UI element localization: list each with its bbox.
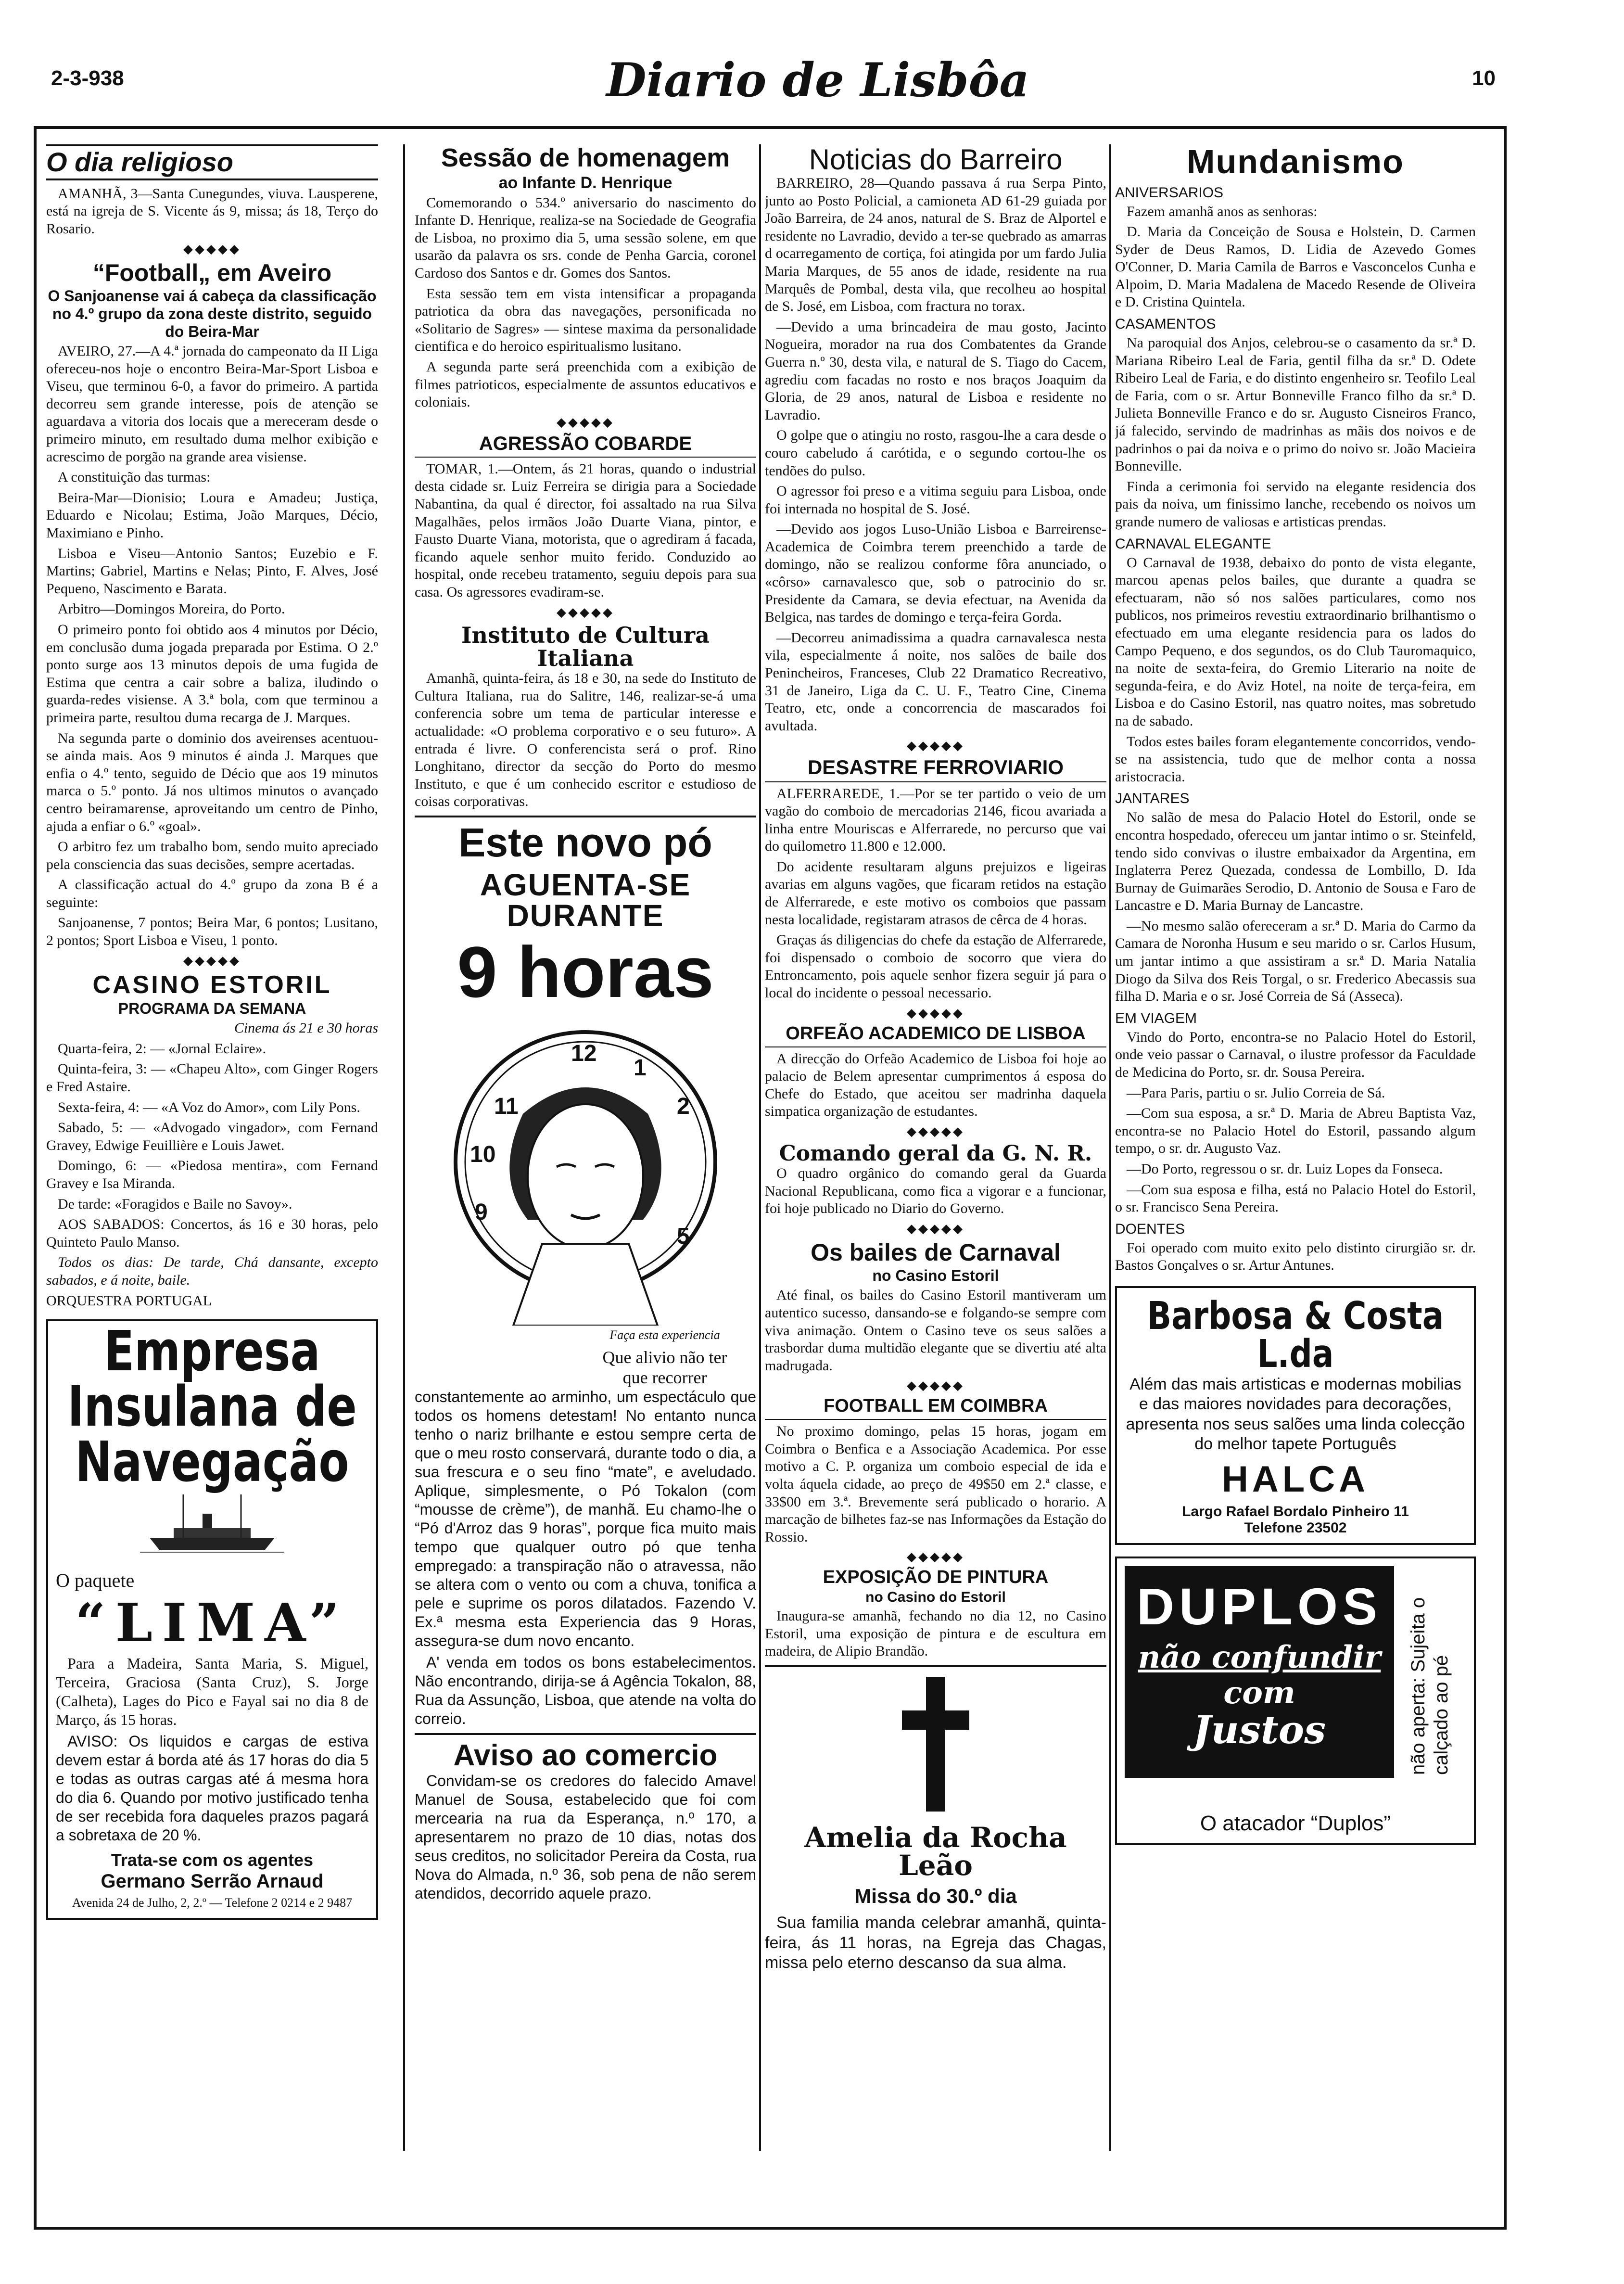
ad-address: Largo Rafael Bordalo Pinheiro 11: [1182, 1503, 1409, 1519]
article-headline: Instituto de Cultura Italiana: [461, 622, 710, 671]
article-text: O primeiro ponto foi obtido aos 4 minutos por Décio, em conclusão duma jogada preparada por Estima. O 2.º ponto surge aos 13 minutos depois de uma fugida de Estima que centra a cair sobre a baliza, iludindo o guarda-redes visiense. A 3.ª bola, com que terminou a primeira parte, resultou duma recarga de J. Marques.: [46, 621, 378, 726]
article-headline: Os bailes de Carnaval: [811, 1238, 1061, 1266]
ad-side-panel: [1407, 1568, 1469, 1775]
article-text: —Do Porto, regressou o sr. dr. Luiz Lopes da Fonseca.: [1127, 1161, 1443, 1177]
article-subheadline: no Casino Estoril: [872, 1267, 999, 1285]
ad-caption: Faça esta experiencia: [609, 1327, 720, 1342]
article-subheadline: PROGRAMA DA SEMANA: [118, 1000, 306, 1018]
agressao-article: [415, 434, 756, 601]
article-headline: CASINO ESTORIL: [92, 970, 332, 999]
mundanismo-section: [1115, 144, 1476, 1275]
article-headline: ORFEÃO ACADEMICO DE LISBOA: [786, 1023, 1086, 1044]
ad-phone: Telefone 23502: [1244, 1519, 1347, 1536]
ad-text: com: [1223, 1674, 1295, 1711]
ad-headline: Este novo pó: [458, 819, 712, 865]
column-2: [415, 144, 756, 2217]
article-text: Todos estes bailes foram elegantemente concorridos, vendo-se na assistencia, tudo que de melhor conta a nossa aristocracia.: [1115, 733, 1476, 785]
article-text: ORQUESTRA PORTUGAL: [46, 1292, 212, 1309]
article-text: No proximo domingo, pelas 15 horas, jogam em Coimbra o Benfica e a Associação Academica. Por esse motivo a C. P. organiza um comboio especial de ida e volta áquela cidade, ao preço de 49$50 em 2.ª classe, e 33$00 em 3.ª. Brevemente será publicado o horario. A marcação de bilhetes faz-se nas Informações da Estação do Rossio.: [765, 1423, 1106, 1545]
article-headline: Aviso ao comercio: [453, 1739, 718, 1773]
ad-headline: AGUENTA-SE DURANTE: [480, 867, 691, 933]
barbosa-costa-ad: [1115, 1286, 1476, 1545]
article-text: O agressor foi preso e a vitima seguiu para Lisboa, onde foi internada no hospital de S. José.: [765, 483, 1106, 517]
separator-ornament: ◆◆◆◆◆: [557, 605, 614, 619]
subsection-heading: JANTARES: [1115, 791, 1190, 807]
ad-footer: O atacador “Duplos”: [1200, 1811, 1391, 1835]
ad-headline: DUPLOS: [1136, 1577, 1383, 1635]
article-text: O Carnaval de 1938, debaixo do ponto de vista elegante, marcou apenas pelos bailes, que durante a quadra se efectuaram, não só nos salões particulares, como nos publicos, nos primeiros revestiu extraordinario brilhantismo o efectuado em uma elegante residencia para os lados do Campo Pequeno, e dos segundos, os do Club Tauromaquico, na noite de sexta-feira, do Gremio Literario na noite de segunda-feira, e do Aviz Hotel, na noite de terça-feira, em Lisboa e do Casino Estoril, nas quatro noites, mas sobretudo na de sabado.: [1115, 554, 1476, 729]
football-aveiro-article: [46, 260, 378, 950]
article-text: De tarde: «Foragidos e Baile no Savoy».: [58, 1196, 292, 1212]
subsection-heading: EM VIAGEM: [1115, 1010, 1197, 1026]
instituto-article: [415, 624, 756, 811]
desastre-article: [765, 757, 1106, 1002]
article-text: O arbitro fez um trabalho bom, sendo muito apreciado pela consciencia das suas decisões, sempre acertadas.: [46, 839, 378, 872]
sessao-homenagem-article: [415, 144, 756, 411]
article-text: —Com sua esposa e filha, está no Palacio Hotel do Estoril, o sr. Francisco Sena Pereira.: [1115, 1181, 1476, 1215]
article-text: Sexta-feira, 4: — «A Voz do Amor», com Lily Pons.: [58, 1099, 360, 1115]
column-rule: [759, 144, 761, 2151]
ship-illustration: [56, 1485, 368, 1559]
separator-ornament: ◆◆◆◆◆: [907, 1378, 964, 1393]
page-number: 10: [1472, 66, 1496, 90]
article-text: A direcção do Orfeão Academico de Lisboa foi hoje ao palacio de Belem apresentar cumprimentos á esposa do Chefe do Estado, que aceitou ser madrinha daquela simpatica organização de estudantes.: [765, 1050, 1106, 1120]
article-text: O golpe que o atingiu no rosto, rasgou-lhe a cara desde o couro cabeludo á carótida, e o segundo cortou-lhe os tendões do pulso.: [765, 427, 1106, 479]
rule: [765, 781, 1106, 782]
separator-ornament: ◆◆◆◆◆: [183, 242, 241, 256]
aviso-comercio-article: [415, 1740, 756, 1902]
empresa-insulana-ad: [46, 1319, 378, 1920]
article-text: Comemorando o 534.º aniversario do nascimento do Infante D. Henrique, realiza-se na Sociedade de Geografia de Lisboa, no proximo dia 5, uma sessão solene, em que usarão da palavra os srs. conde de Penha Garcia, coronel Cardoso dos Santos e dr. Gomes dos Santos.: [415, 194, 756, 281]
ad-headline: 9 horas: [457, 931, 714, 1012]
ad-caption-block: [415, 1328, 756, 1388]
religioso-article: [46, 144, 378, 238]
article-text: Na paroquial dos Anjos, celebrou-se o casamento da sr.ª D. Mariana Ribeiro Leal de Faria, gentil filha da sr.ª D. Odete Ribeiro Leal de Faria, e do distinto engenheiro sr. Teofilo Leal de Faria, com o sr. Artur Bonneville Franco filho da sr.ª D. Julieta Bonneville Franco e do sr. Augusto Cisneiros Franco, já falecido, servindo de madrinhas as mãis dos noivos e de padrinhos o pai da noiva e o primo do noivo sr. João Macieira Bonneville.: [1115, 335, 1476, 474]
article-text: Graças ás diligencias do chefe da estação de Alferrarede, foi dispensado o comboio de socorro que viera do Entroncamento, pois aquele senhor fizera seguir já para o local do incidente o pessoal necessario.: [765, 932, 1106, 1001]
article-text: —Devido aos jogos Luso-União Lisboa e Barreirense-Academica de Coimbra terem preenchido a tarde de domingo, não se realizou conforme fôra anunciado, o «côrso» carnavalesco que, sob o patrocinio do sr. Presidente da Camara, se devia efectuar, na Avenida da Belgica, nas tardes de domingo e terça-feira Gorda.: [765, 521, 1106, 625]
football-coimbra-article: [765, 1397, 1106, 1546]
ship-name: “LIMA”: [75, 1592, 349, 1654]
article-headline: Comando geral da G. N. R.: [779, 1141, 1092, 1166]
svg-text:11: 11: [494, 1093, 519, 1119]
article-text: Amanhã, quinta-feira, ás 18 e 30, na sede do Instituto de Cultura Italiana, rua do Salitre, 146, realizar-se-á uma conferencia sobre um tema de particular interesse e actualidade: «O problema corporativo e o seu futuro». A entrada é livre. O conferencista será o prof. Rino Longhitano, director da secção do Porto do mesmo Instituto, e que é um conhecido escritor e estudioso de coisas corporativas.: [415, 670, 756, 810]
separator-ornament: ◆◆◆◆◆: [907, 739, 964, 753]
ad-text: constantemente ao arminho, um espectáculo que todos os homens detestam! No entanto nunca tenho o nariz brilhante e estou sempre certa de que o meu rosto conservará, durante todo o dia, a sua frescura e o seu fino “mate”, e aveludado. Aplique, simplesmente, o Pó Tokalon (com “mousse de crème”), de manhã. Eu chamo-lhe o “Pó d'Arroz das 9 horas”, porque fica muito mais tempo que qualquer outro pó que tenha empregado: a transpiração não o atravessa, não se altera com o vento ou com a chuva, tonifica a pele e suprime os poros dilatados. Fazendo V. Ex.ª mesma esta Experiencia das 9 Horas, assegura-se dum novo encanto.: [415, 1388, 756, 1650]
article-text: Até final, os bailes do Casino Estoril mantiveram um autentico sucesso, dansando-se e folgando-se sempre com viva animação. Ontem o Casino teve os seus salões a trasbordar duma multidão elegante que se divertiu até alta madrugada.: [765, 1287, 1106, 1374]
rule: [765, 1419, 1106, 1420]
article-headline: “Football„ em Aveiro: [92, 259, 332, 286]
ad-text: O paquete: [56, 1569, 135, 1592]
article-headline: AGRESSÃO COBARDE: [479, 433, 692, 454]
article-text: No salão de mesa do Palacio Hotel do Estoril, onde se encontra hospedado, ofereceu um jantar intimo o sr. Steinfeld, tendo sido convivas o ilustre embaixador da Argentina, em Inglaterra Perez Quezada, condessa de Lombillo, D. Ida Burnay de Guimarães Serodio, D. Antonio de Sousa e Faro de Lancastre e D. Maria Burnay de Lancastre.: [1115, 809, 1476, 914]
article-text: Domingo, 6: — «Piedosa mentira», com Fernand Gravey e Isa Miranda.: [46, 1158, 378, 1192]
article-subheadline: no Casino do Estoril: [865, 1589, 1006, 1606]
obituary-notice: [765, 1677, 1106, 1973]
subsection-heading: CASAMENTOS: [1115, 316, 1216, 332]
issue-date: 2-3-938: [51, 66, 124, 90]
exposicao-article: [765, 1568, 1106, 1660]
article-text: —Com sua esposa, a sr.ª D. Maria de Abreu Baptista Vaz, encontra-se no Palacio Hotel do Estoril, passando algum tempo, o sr. dr. Augusto Vaz.: [1115, 1105, 1476, 1157]
duplos-ad: [1115, 1557, 1476, 1845]
article-subheadline: ao Infante D. Henrique: [498, 173, 672, 192]
column-3: [765, 144, 1106, 2217]
article-text: —Para Paris, partiu o sr. Julio Correia de Sá.: [1127, 1085, 1385, 1101]
article-text: Quarta-feira, 2: — «Jornal Eclaire».: [58, 1040, 266, 1057]
ad-side-text: não aperta: Sujeita o calçado ao pé: [1408, 1597, 1452, 1775]
column-4: [1115, 144, 1476, 2217]
article-text: Inaugura-se amanhã, fechando no dia 12, no Casino Estoril, uma exposição de pintura e de escultura em madeira, de Alipio Brandão.: [765, 1608, 1106, 1659]
article-text: Esta sessão tem em vista intensificar a propaganda patriotica da obra das navegações, personificada no «Solitario de Sagres» — sintese maxima da personalidade cientifica e do heroico espiritualismo lusitano.: [415, 285, 756, 355]
subsection-heading: ANIVERSARIOS: [1115, 184, 1224, 201]
svg-text:2: 2: [677, 1093, 690, 1119]
brand-name: HALCA: [1222, 1458, 1369, 1500]
woman-clock-illustration: [415, 1018, 756, 1328]
article-text: Lisboa e Viseu—Antonio Santos; Euzebio e F. Martins; Gabriel, Martins e Nelas; Pinto, F. Alves, José Pequeno, Nascimento e Barata.: [46, 545, 378, 597]
article-headline: DESASTRE FERROVIARIO: [807, 756, 1064, 779]
ad-headline: Barbosa & Costa L.da: [1147, 1293, 1444, 1377]
orfeao-article: [765, 1024, 1106, 1121]
article-text: Quinta-feira, 3: — «Chapeu Alto», com Ginger Rogers e Fred Astaire.: [46, 1061, 378, 1095]
ad-caption: Que alivio não ter que recorrer: [602, 1347, 727, 1387]
tokalon-ad: [415, 819, 756, 1729]
separator-ornament: ◆◆◆◆◆: [907, 1124, 964, 1138]
ad-text: Justos: [1193, 1707, 1326, 1752]
separator-ornament: ◆◆◆◆◆: [557, 415, 614, 429]
article-text: A classificação actual do 4.º grupo da zona B é a seguinte:: [46, 877, 378, 910]
rule: [765, 1665, 1106, 1667]
ad-text: não confundir: [1138, 1639, 1381, 1675]
ad-text: A' venda em todos os bons estabelecimentos. Não encontrando, dirija-se á Agência Tokalon, 88, Rua da Assunção, Lisboa, que atende na volta do correio.: [415, 1654, 756, 1728]
article-text: Vindo do Porto, encontra-se no Palacio Hotel do Estoril, onde veio passar o Carnaval, o ilustre professor da Faculdade de Medicina do Porto, sr. dr. Sousa Pereira.: [1115, 1029, 1476, 1081]
column-1: [46, 144, 378, 2217]
article-text: Arbitro—Domingos Moreira, do Porto.: [58, 601, 285, 617]
article-text: AVEIRO, 27.—A 4.ª jornada do campeonato da II Liga ofereceu-nos hoje o encontro Beira-Mar-Sport Lisboa e Viseu, que terminou 6-0, a favor do primeiro. A partida decorreu sem grande interesse, pois de atenção se aguardava a vitoria dos locais que a mereceram desde o primeiro minuto, em resultado duma melhor exibição e acrescimo de porgão na grande area visiense.: [46, 343, 378, 465]
separator-ornament: ◆◆◆◆◆: [907, 1221, 964, 1236]
svg-text:9: 9: [475, 1199, 488, 1225]
rule: [415, 816, 756, 817]
separator-ornament: ◆◆◆◆◆: [907, 1006, 964, 1020]
article-text: Na segunda parte o dominio dos aveirenses acentuou-se ainda mais. Aos 9 minutos é ainda J. Marques que enfia o 4.º tento, seguido de Décio que aos 19 minutos marca o 5.º ponto. Já nos ultimos minutos o avançado centro beiramarense, aproveitando um centro de Pinho, ajuda a enfiar o 6.º «goal».: [46, 730, 378, 834]
ad-text: AVISO: Os liquidos e cargas de estiva devem estar á borda até ás 17 horas do dia 5 e todas as outras cargas até á mesma hora do dia 6. Quando por motivo justificado tenha de ser recebida fora daqueles prazos pagará a sobretaxa de 20 %.: [56, 1733, 368, 1844]
barreiro-article: [765, 144, 1106, 735]
article-subheadline: O Sanjoanense vai á cabeça da classificação no 4.º grupo da zona deste distrito, seguido do Beira-Mar: [48, 287, 377, 341]
article-headline: FOOTBALL EM COIMBRA: [824, 1396, 1048, 1416]
svg-text:1: 1: [634, 1055, 647, 1081]
rule: [415, 457, 756, 458]
svg-text:12: 12: [571, 1040, 597, 1066]
ad-text: Trata-se com os agentes: [111, 1850, 314, 1870]
svg-text:10: 10: [470, 1141, 496, 1167]
ad-dark-panel: [1125, 1566, 1394, 1778]
ad-headline: Empresa Insulana de Navegação: [67, 1319, 357, 1494]
article-headline: EXPOSIÇÃO DE PINTURA: [823, 1567, 1049, 1588]
newspaper-title: Diario de Lisbôa: [606, 53, 1029, 107]
casino-estoril-listing: [46, 972, 378, 1310]
article-headline: Noticias do Barreiro: [809, 144, 1063, 176]
separator-ornament: ◆◆◆◆◆: [907, 1550, 964, 1564]
article-text: Beira-Mar—Dionisio; Loura e Amadeu; Justiça, Eduardo e Nicolau; Estima, João Marques, Décio, Maximiano e Pinho.: [46, 489, 378, 541]
article-text: Convidam-se os credores do falecido Amavel Manuel de Sousa, estabelecido que foi com mercearia na rua da Esperança, n.º 170, a apresentarem no prazo de 10 dias, notas dos seus creditos, no solicitador Pereira da Costa, rua Nova do Almada, n.º 36, sob pena de não serem atendidos, decorrido aquele prazo.: [415, 1772, 756, 1902]
column-rule: [1109, 144, 1111, 2151]
article-text: —No mesmo salão ofereceram a sr.ª D. Maria do Carmo da Camara de Noronha Husum e seu marido o sr. Carlos Husum, um jantar intimo a que assistiram a sr.ª D. Maria Natalia Diogo da Silva dos Reis Torgal, o sr. Frederico Abecassis sua filha D. Maria e o sr. José Correia de Sá (Asseca).: [1115, 918, 1476, 1005]
ad-text: Para a Madeira, Santa Maria, S. Miguel, Terceira, Graciosa (Santa Cruz), S. Jorge (Calheta), Lages do Pico e Fayal sai no dia 8 de Março, ás 15 horas.: [56, 1655, 368, 1729]
article-text: AMANHÃ, 3—Santa Cunegundes, viuva. Lausperene, está na igreja de S. Vicente ás 9, missa; ás 18, Terço do Rosario.: [46, 185, 378, 237]
article-text: O quadro orgânico do comando geral da Guarda Nacional Republicana, como fica a vigorar e a funcionar, foi hoje publicado no Diario do Governo.: [765, 1165, 1106, 1217]
article-text: —Devido a uma brincadeira de mau gosto, Jacinto Nogueira, morador na rua dos Combatentes da Grande Guerra n.º 30, desta vila, e natural de S. Tiago do Cacem, agrediu com facadas no rosto e nos braços Joaquim da Gloria, de 29 anos, natural de Lisboa e residente no Lavradio.: [765, 319, 1106, 423]
article-text: Todos os dias: De tarde, Chá dansante, excepto sabados, e á noite, baile.: [46, 1254, 378, 1288]
cross-icon: [765, 1677, 1106, 1814]
article-headline: Sessão de homenagem: [441, 144, 730, 172]
section-title: O dia religioso: [46, 144, 378, 180]
obituary-subtitle: Missa do 30.º dia: [854, 1885, 1017, 1908]
rule: [415, 1733, 756, 1735]
section-title: Mundanismo: [1187, 144, 1404, 180]
bailes-carnaval-article: [765, 1240, 1106, 1375]
article-text: A segunda parte será preenchida com a exibição de filmes patrioticos, especialmente de assuntos educativos e coloniais.: [415, 359, 756, 410]
article-text: Fazem amanhã anos as senhoras:: [1127, 203, 1318, 219]
rule: [765, 1046, 1106, 1047]
article-text: Cinema ás 21 e 30 horas: [234, 1020, 378, 1036]
svg-text:5: 5: [677, 1223, 690, 1249]
article-text: Finda a cerimonia foi servido na elegante residencia dos pais da noiva, um finissimo lanche, recebendo os noivos um grande numero de valiosas e artisticas prendas.: [1115, 478, 1476, 530]
article-text: BARREIRO, 28—Quando passava á rua Serpa Pinto, junto ao Posto Policial, a camioneta AD 61-29 guiada por João Barreira, de 24 anos, natural de S. Braz de Alportel e residente no Lavradio, devido a ter-se quebrado as amarras d ocarregamento de cortiça, foi atingida por um fardo Julia Maria Marques, de 55 anos de idade, residente na rua Marquês de Pombal, desta vila, que recolheu ao hospital de S. José, em Lisboa, com fractura no torax.: [765, 175, 1106, 315]
obituary-text: Sua familia manda celebrar amanhã, quinta-feira, ás 11 horas, na Egreja das Chagas, missa pelo eterno descanso da sua alma.: [765, 1914, 1106, 1972]
article-text: TOMAR, 1.—Ontem, ás 21 horas, quando o industrial desta cidade sr. Luiz Ferreira se dirigia para a Sociedade Nabantina, da qual é director, foi assaltado na rua Silva Magalhães, pelos irmãos João Duarte Viana, pintor, e Fausto Duarte Viana, motorista, que o agrediram á facada, ficando aquele senhor muito ferido. Conduzido ao hospital, onde recebeu tratamento, seguiu depois para sua casa. Os agressores evadiram-se.: [415, 460, 756, 600]
article-text: Foi operado com muito exito pelo distinto cirurgião sr. dr. Bastos Gonçalves o sr. Artur Antunes.: [1115, 1239, 1476, 1274]
article-text: Do acidente resultaram alguns prejuizos e ligeiras avarias em alguns vagões, que ficaram retidos na estação de Alferrarede, e este motivo os comboios que passam nesta localidade, registaram atrasos de cêrca de 4 horas.: [765, 858, 1106, 928]
separator-ornament: ◆◆◆◆◆: [183, 953, 241, 968]
column-rule: [403, 144, 405, 2151]
article-text: D. Maria da Conceição de Sousa e Holstein, D. Carmen Syder de Deus Ramos, D. Lidia de Azevedo Gomes O'Conner, D. Maria Camila de Barros e Vasconcelos Cunha e Alpoim, D. Maria Madalena de Macedo Resende de Oliveira e D. Cristina Quintela.: [1115, 224, 1476, 310]
article-text: ALFERRAREDE, 1.—Por se ter partido o veio de um vagão do comboio de mercadorias 2146, ficou avariada a linha entre Mouriscas e Alferrarede, no percurso que vai do quilometro 11.800 e 12.000.: [765, 785, 1106, 855]
obituary-name: Amelia da Rocha Leão: [804, 1821, 1067, 1882]
gnr-article: [765, 1143, 1106, 1218]
article-text: AOS SABADOS: Concertos, ás 16 e 30 horas, pelo Quinteto Paulo Manso.: [46, 1216, 378, 1250]
article-text: Sabado, 5: — «Advogado vingador», com Fernand Gravey, Edwige Feuillière e Louis Jawet.: [46, 1120, 378, 1153]
article-text: Sanjoanense, 7 pontos; Beira Mar, 6 pontos; Lusitano, 2 pontos; Sport Lisboa e Viseu, 1 ponto.: [46, 915, 378, 949]
ad-text: Além das mais artisticas e modernas mobilias e das maiores novidades para decorações, apresenta nos seus salões uma linda colecção do melhor tapete Português: [1126, 1375, 1465, 1454]
subsection-heading: CARNAVAL ELEGANTE: [1115, 536, 1271, 552]
agent-name: Germano Serrão Arnaud: [101, 1871, 324, 1892]
agent-address: Avenida 24 de Julho, 2, 2.º — Telefone 2 0214 e 2 9487: [72, 1896, 353, 1910]
article-text: A constituição das turmas:: [58, 469, 211, 485]
subsection-heading: DOENTES: [1115, 1221, 1185, 1237]
article-text: —Decorreu animadissima a quadra carnavalesca nesta vila, especialmente á noite, nos salões de baile dos Penincheiros, Franceses, Club 22 Dramatico Recreativo, 31 de Janeiro, Liga da C. U. F., Teatro Cine, Cinema Teatro, etc, onde a concorrencia de mascarados foi avultada.: [765, 629, 1106, 734]
